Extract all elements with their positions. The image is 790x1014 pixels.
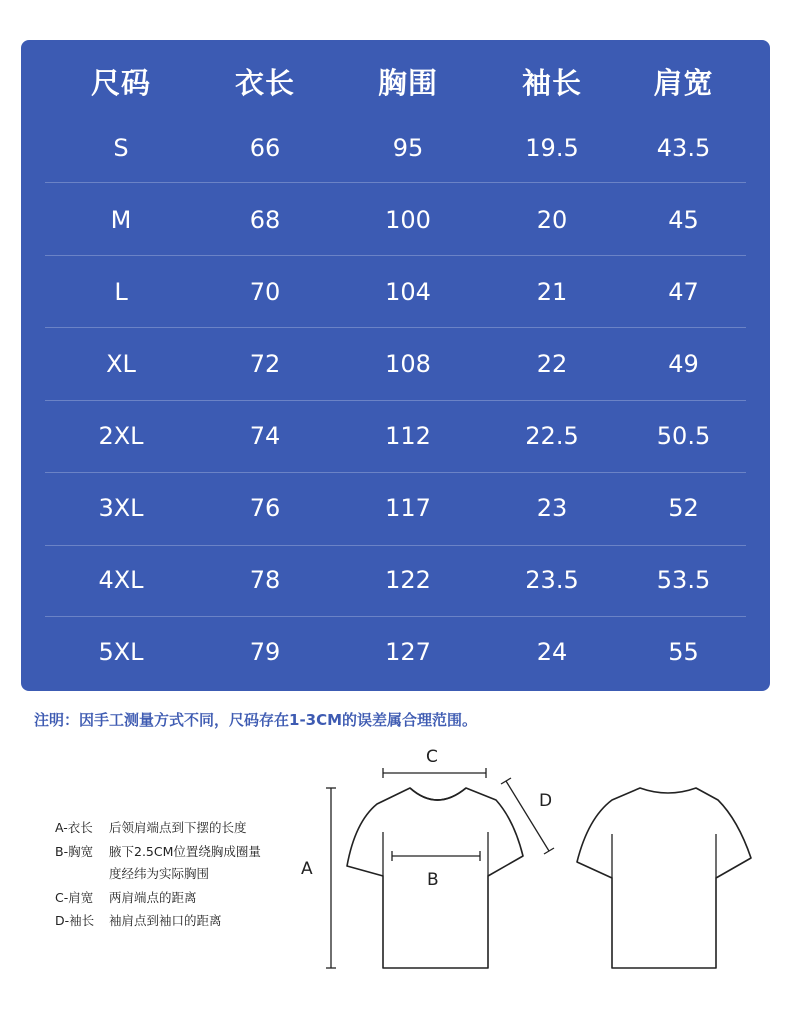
chest-cell: 108 xyxy=(385,350,431,378)
tshirt-back-outline xyxy=(577,788,751,968)
legend-key: B-胸宽 xyxy=(55,844,94,859)
measurement-note: 注明：因手工测量方式不同，尺码存在1-3CM的误差属合理范围。 xyxy=(34,711,478,729)
shoulder-cell: 47 xyxy=(668,278,699,306)
legend-desc: 腋下2.5CM位置绕胸成圈量 xyxy=(109,844,261,859)
size-cell: 3XL xyxy=(98,494,144,522)
chest-cell: 122 xyxy=(385,566,431,594)
shoulder-cell: 45 xyxy=(668,206,699,234)
legend-desc: 袖肩点到袖口的距离 xyxy=(109,913,222,928)
chest-cell: 117 xyxy=(385,494,431,522)
shoulder-cell: 55 xyxy=(668,638,699,666)
header-size: 尺码 xyxy=(90,65,151,100)
dimension-b-label: B xyxy=(427,870,439,890)
legend-desc: 两肩端点的距离 xyxy=(109,890,197,905)
sleeve-cell: 23 xyxy=(536,494,568,522)
chest-cell: 100 xyxy=(385,206,431,234)
tshirt-front-collar xyxy=(410,788,466,800)
length-cell: 68 xyxy=(249,206,281,234)
shoulder-cell: 50.5 xyxy=(656,422,711,450)
size-cell: M xyxy=(110,206,132,234)
shoulder-cell: 43.5 xyxy=(656,134,711,162)
size-cell: 2XL xyxy=(98,422,144,450)
legend-desc: 后领肩端点到下摆的长度 xyxy=(109,820,247,835)
shoulder-cell: 49 xyxy=(668,350,699,378)
length-cell: 66 xyxy=(249,134,281,162)
length-cell: 72 xyxy=(249,350,281,378)
legend-key: A-衣长 xyxy=(55,820,93,835)
dimension-d-cap-top xyxy=(501,778,511,784)
sleeve-cell: 20 xyxy=(536,206,568,234)
sleeve-cell: 22.5 xyxy=(525,422,579,450)
length-cell: 70 xyxy=(249,278,281,306)
dimension-c-label: C xyxy=(426,747,438,767)
shoulder-cell: 53.5 xyxy=(656,566,711,594)
shoulder-cell: 52 xyxy=(668,494,699,522)
length-cell: 74 xyxy=(249,422,281,450)
length-cell: 78 xyxy=(249,566,281,594)
dimension-d-label: D xyxy=(539,791,553,811)
dimension-d-cap-bottom xyxy=(544,848,554,854)
sleeve-cell: 23.5 xyxy=(525,566,579,594)
size-cell: 4XL xyxy=(98,566,144,594)
chest-cell: 112 xyxy=(385,422,431,450)
size-cell: XL xyxy=(106,350,136,378)
header-shoulder: 肩宽 xyxy=(653,65,714,100)
length-cell: 79 xyxy=(249,638,281,666)
sleeve-cell: 24 xyxy=(536,638,568,666)
size-cell: 5XL xyxy=(98,638,144,666)
header-length: 衣长 xyxy=(234,65,295,100)
sleeve-cell: 22 xyxy=(536,350,568,378)
header-sleeve: 袖长 xyxy=(521,65,582,100)
legend-key: C-肩宽 xyxy=(55,890,94,905)
length-cell: 76 xyxy=(249,494,281,522)
chest-cell: 104 xyxy=(385,278,431,306)
legend-desc: 度经纬为实际胸围 xyxy=(109,866,210,881)
sleeve-cell: 21 xyxy=(536,278,568,306)
size-cell: S xyxy=(113,134,129,162)
sleeve-cell: 19.5 xyxy=(525,134,579,162)
chest-cell: 127 xyxy=(385,638,431,666)
dimension-a-label: A xyxy=(301,859,313,879)
legend-key: D-袖长 xyxy=(55,913,95,928)
chest-cell: 95 xyxy=(392,134,424,162)
header-chest: 胸围 xyxy=(377,65,438,100)
size-cell: L xyxy=(114,278,128,306)
